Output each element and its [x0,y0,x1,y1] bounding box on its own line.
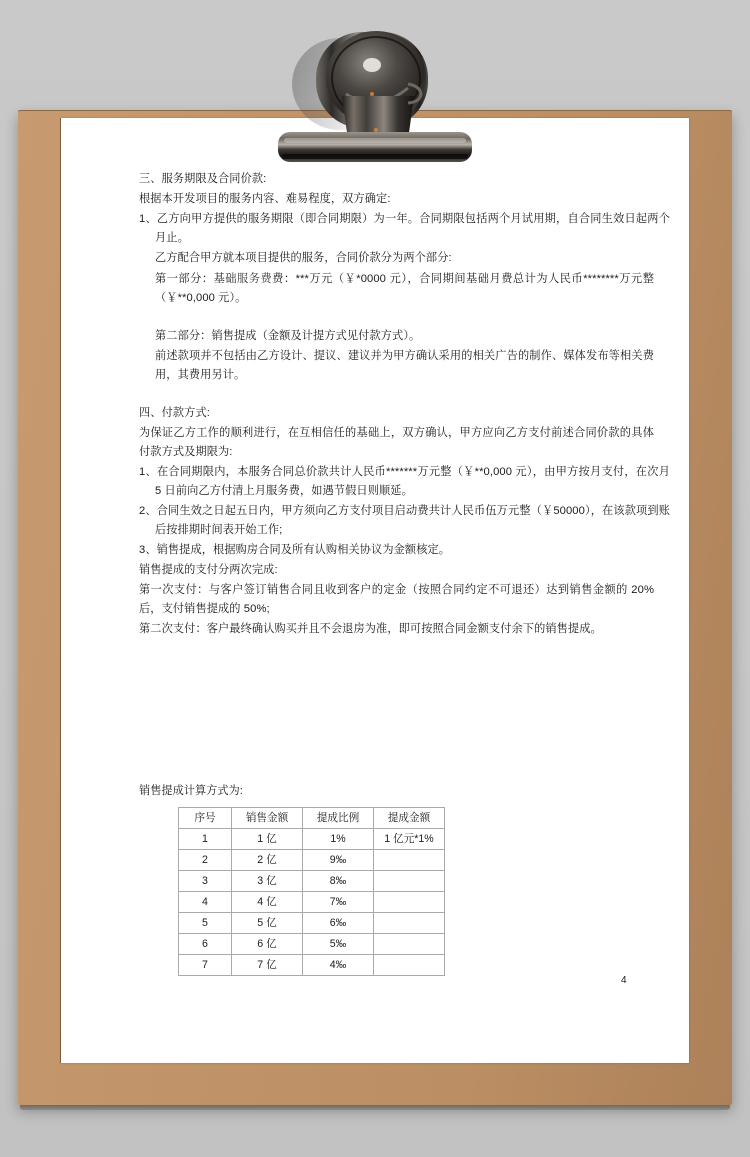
table-cell: 3 亿 [232,871,303,892]
part-1-prefix: 第一部分：基础 [155,273,238,285]
section-3-part-1 [155,269,654,309]
table-cell [374,892,445,913]
table-cell: 4‰ [303,955,374,976]
table-row [179,829,445,850]
table-cell [374,871,445,892]
table-header-cell: 销售金额 [232,808,303,829]
section-3-item-1-note: 乙方配合甲方就本项目提供的服务，合同价款分为两个部分: [155,252,452,264]
table-body [179,829,445,976]
section-3-heading: 三、服务期限及合同价款: [139,173,267,185]
section-4-item-3: 3、销售提成，根据购房合同及所有认购相关协议为金额核定。 [139,544,451,556]
section-3-part-2-note: 前述款项并不包括由乙方设计、提议、建议并为甲方确认采用的相关广告的制作、媒体发布等相关费用，其费用另计。 [155,350,654,382]
table-row [179,913,445,934]
table-cell: 4 [179,892,232,913]
table-cell: 5 [179,913,232,934]
table-cell: 1% [303,829,374,850]
table-cell: 5 亿 [232,913,303,934]
table-cell: 1 亿 [232,829,303,850]
table-cell: 4 亿 [232,892,303,913]
table-header-row [179,808,445,829]
table-cell [374,913,445,934]
table-cell: 6‰ [303,913,374,934]
table-cell: 8‰ [303,871,374,892]
table-cell: 9‰ [303,850,374,871]
table-row [179,955,445,976]
section-4-intro: 为保证乙方工作的顺利进行，在互相信任的基础上，双方确认，甲方应向乙方支付前述合同价款的具体付款方式及期限为: [139,427,654,459]
table-cell: 1 亿元*1% [374,829,445,850]
section-4-payment-second: 第二次支付：客户最终确认购买并且不会退房为准，即可按照合同金额支付余下的销售提成。 [139,623,602,635]
table-header-cell: 提成比例 [303,808,374,829]
part-1-light-run: 服务费 [237,272,273,285]
part-1-suffix: 费：***万元（￥*0000 元），合同期间基础月费总计为人民币********万元整（￥**0,000 元）。 [155,273,654,305]
table-row [179,892,445,913]
table-cell: 3 [179,871,232,892]
commission-table [178,807,445,976]
table-header-cell: 提成金额 [374,808,445,829]
table-header-cell: 序号 [179,808,232,829]
table-cell: 1 [179,829,232,850]
table-cell [374,934,445,955]
section-3-item-1: 1、乙方向甲方提供的服务期限（即合同期限）为一年。合同期限包括两个月试用期，自合同生效日起两个月止。 [139,213,670,245]
table-cell: 7 [179,955,232,976]
table-row [179,850,445,871]
table-cell: 2 亿 [232,850,303,871]
table-cell [374,850,445,871]
document-page [61,118,689,1063]
section-3-intro: 根据本开发项目的服务内容、难易程度，双方确定: [139,193,391,205]
section-4-heading: 四、付款方式: [139,407,210,419]
table-cell [374,955,445,976]
table-cell: 6 [179,934,232,955]
table-row [179,871,445,892]
table-cell: 2 [179,850,232,871]
table-caption: 销售提成计算方式为: [139,785,243,797]
paper-sheet [61,118,689,1063]
page-number: 4 [621,975,627,986]
section-3-part-2: 第二部分：销售提成（金额及计提方式见付款方式）。 [155,330,421,342]
section-4-item-2: 2、合同生效之日起五日内，甲方须向乙方支付项目启动费共计人民币伍万元整（￥50000），在该款项到账后按排期时间表开始工作; [139,505,670,537]
section-4-payment-first: 第一次支付：与客户签订销售合同且收到客户的定金（按照合同约定不可退还）达到销售金额的 20%后，支付销售提成的 50%; [139,584,654,616]
section-4-item-1: 1、在合同期限内，本服务合同总价款共计人民币*******万元整（￥**0,000 元），由甲方按月支付，在次月 5 日前向乙方付清上月服务费，如遇节假日则顺延。 [139,466,674,498]
table-cell: 5‰ [303,934,374,955]
clipboard-board [18,110,732,1105]
table-cell: 7‰ [303,892,374,913]
table-row [179,934,445,955]
section-4-payment-split: 销售提成的支付分两次完成: [139,564,278,576]
table-cell: 7 亿 [232,955,303,976]
table-cell: 6 亿 [232,934,303,955]
